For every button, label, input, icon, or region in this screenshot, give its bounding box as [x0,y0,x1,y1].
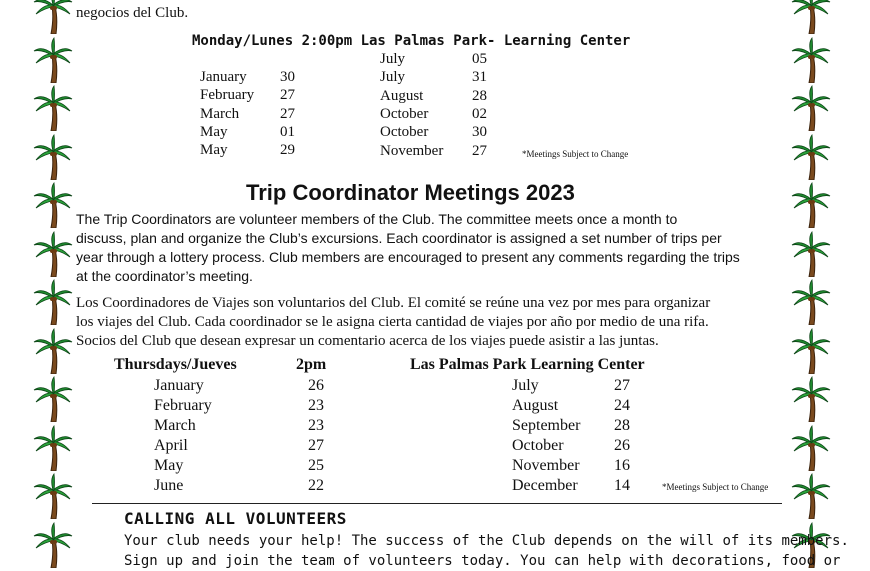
schedule-month: September [512,417,581,434]
palm-border-right [790,0,836,570]
schedule-day: 26 [308,377,324,394]
schedule-month: January [154,377,204,394]
palm-tree-icon [790,376,836,425]
schedule-month: November [512,457,580,474]
schedule-month: July [380,69,406,86]
schedule-month: May [200,142,228,159]
schedule-month: January [200,69,247,85]
schedule-month: March [200,105,240,122]
schedule-day: 23 [308,397,324,414]
paragraph-line: Los Coordinadores de Viajes son voluntarios del Club. El comité se reúne una vez por mes para organizar [76,295,711,311]
palm-tree-icon [790,231,836,280]
palm-tree-icon [32,0,78,37]
board-meeting-heading: Monday/Lunes 2:00pm Las Palmas Park- Learning Center [192,33,631,49]
section-divider [92,503,782,504]
palm-tree-icon [32,182,78,231]
schedule-month: February [200,87,255,104]
palm-tree-icon [790,134,836,183]
board-change-note: *Meetings Subject to Change [522,149,629,159]
schedule-day: 24 [614,397,630,414]
palm-tree-icon [790,425,836,474]
schedule-day: 28 [472,87,487,104]
palm-tree-icon [32,231,78,280]
paragraph-line: Socios del Club que desean expresar un comentario acerca de los viajes puede asistir a las juntas. [76,333,659,349]
schedule-day: 16 [614,457,630,474]
trip-day-header: Thursdays/Jueves [114,356,237,373]
palm-tree-icon [790,328,836,377]
schedule-day: 28 [614,417,630,434]
paragraph-line: los viajes del Club. Cada coordinador se le asigna cierta cantidad de viajes por año por medio de una rifa. [76,314,709,330]
schedule-month: July [512,377,539,394]
paragraph-line: Your club needs your help! The success of the Club depends on the will of its members. [124,533,849,549]
schedule-day: 27 [280,105,295,122]
schedule-month: May [154,457,184,474]
paragraph-line: The Trip Coordinators are volunteer members of the Club. The committee meets once a month to [76,211,678,227]
schedule-month: August [512,397,559,414]
palm-tree-icon [32,376,78,425]
palm-tree-icon [790,473,836,522]
schedule-day: 01 [280,123,295,140]
paragraph-line: year through a lottery process. Club members are encouraged to present any comments regarding the trips [76,249,740,265]
schedule-day: 05 [472,51,487,67]
schedule-month: March [154,417,196,434]
trip-place-header: Las Palmas Park Learning Center [410,356,645,373]
top-fragment-text: negocios del Club. [76,5,189,21]
palm-tree-icon [32,279,78,328]
schedule-day: 31 [472,69,487,86]
palm-tree-icon [790,182,836,231]
volunteers-paragraph [124,531,849,571]
paragraph-line: at the coordinator’s meeting. [76,268,253,284]
trip-spanish-paragraph [76,294,796,351]
schedule-day: 25 [308,457,324,474]
schedule-month: July [380,51,406,67]
palm-border-left [32,0,78,570]
schedule-month: February [154,397,212,414]
trip-change-note: *Meetings Subject to Change [662,482,769,492]
schedule-day: 27 [614,377,630,394]
schedule-month: October [512,437,564,454]
palm-tree-icon [32,328,78,377]
trip-section-title: Trip Coordinator Meetings 2023 [246,180,575,205]
trip-english-paragraph [76,210,796,286]
schedule-month: April [154,437,188,454]
schedule-month: November [380,142,444,159]
trip-time-header: 2pm [296,356,327,373]
palm-tree-icon [32,85,78,134]
schedule-day: 29 [280,142,295,159]
palm-tree-icon [790,37,836,86]
paragraph-line: discuss, plan and organize the Club’s excursions. Each coordinator is assigned a set number of trips per [76,230,722,246]
schedule-day: 26 [614,437,630,454]
schedule-day: 30 [472,124,487,141]
schedule-month: December [512,477,578,494]
palm-tree-icon [32,522,78,571]
schedule-day: 22 [308,477,324,494]
schedule-day: 23 [308,417,324,434]
schedule-day: 27 [280,87,295,104]
paragraph-line: Sign up and join the team of volunteers today. You can help with decorations, food or [124,553,841,569]
schedule-month: August [380,87,424,104]
schedule-day: 30 [280,69,295,85]
palm-tree-icon [790,0,836,37]
palm-tree-icon [32,37,78,86]
schedule-day: 27 [308,437,324,454]
volunteers-title: CALLING ALL VOLUNTEERS [124,509,347,528]
palm-tree-icon [32,425,78,474]
schedule-month: June [154,477,184,494]
palm-tree-icon [790,279,836,328]
schedule-day: 14 [614,477,630,494]
palm-tree-icon [32,473,78,522]
schedule-month: October [380,124,429,141]
schedule-month: May [200,123,228,140]
palm-tree-icon [790,85,836,134]
schedule-day: 02 [472,105,487,122]
schedule-day: 27 [472,142,487,159]
palm-tree-icon [32,134,78,183]
schedule-month: October [380,105,429,122]
